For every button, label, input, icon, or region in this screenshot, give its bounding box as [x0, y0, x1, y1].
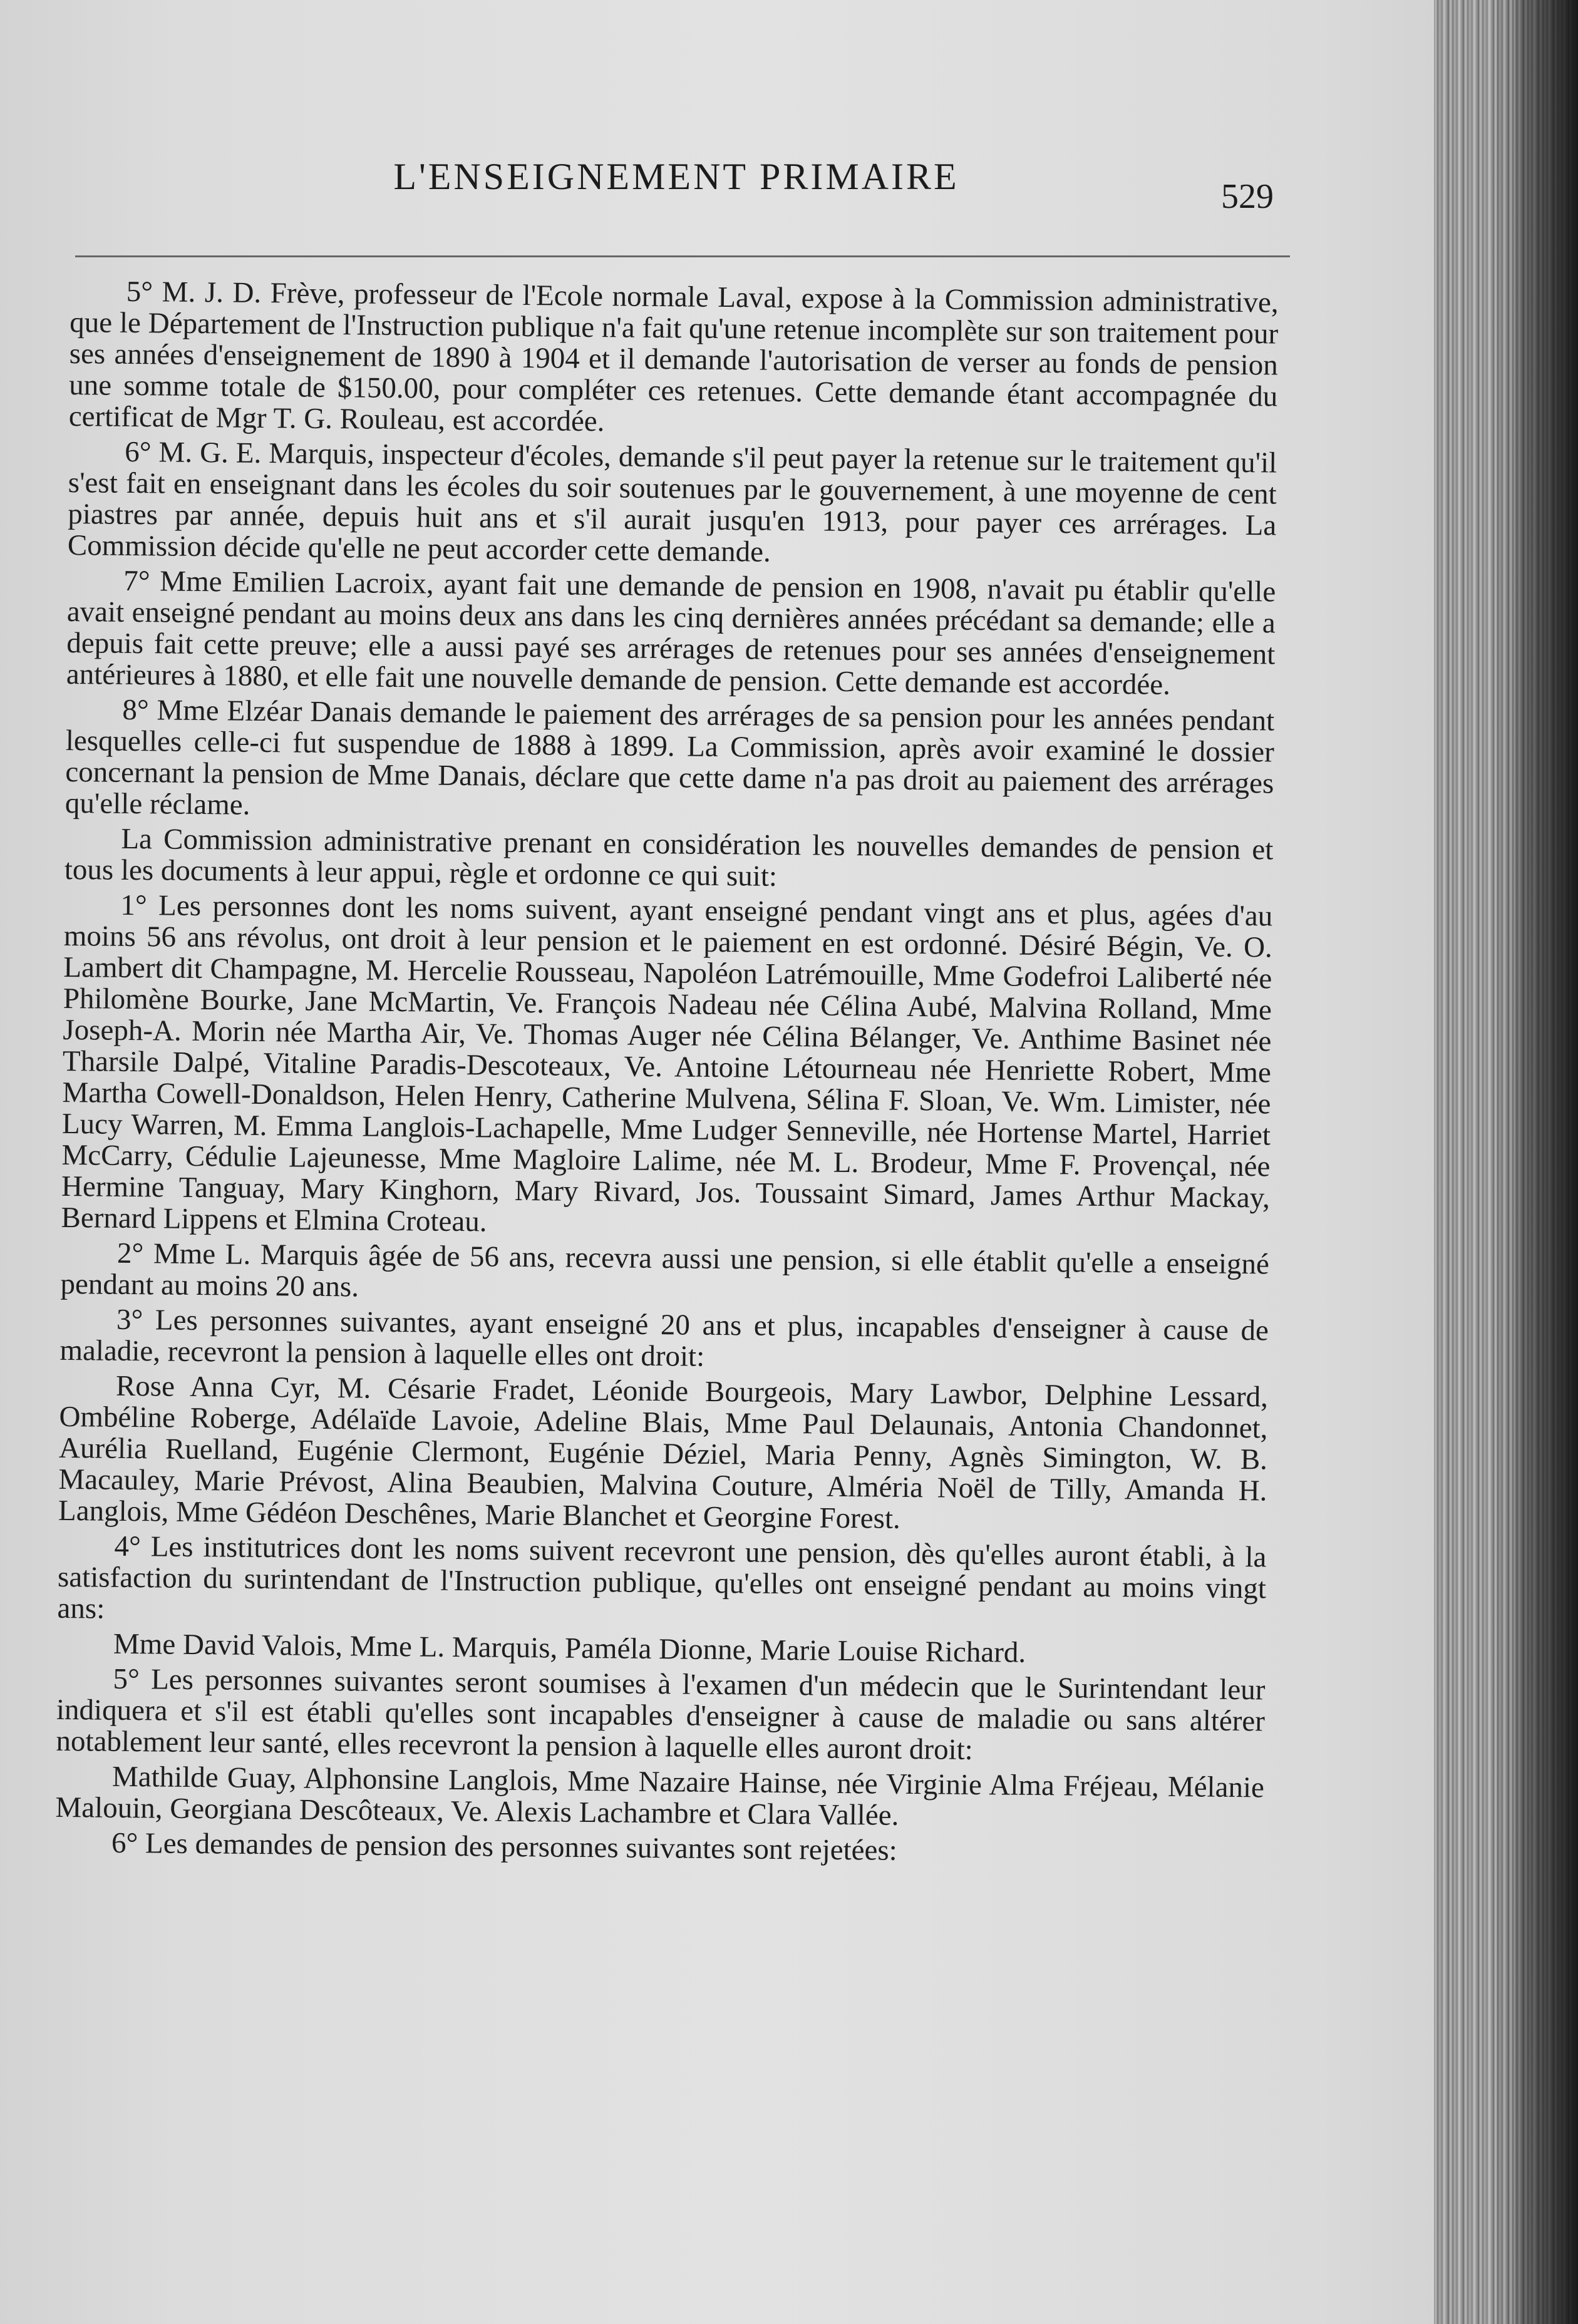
paragraph-item-7: 7° Mme Emilien Lacroix, ayant fait une demande de pension en 1908, n'avait pu établir qu'elle avait enseigné pendant au moins deux ans dans les cinq dernières années précédant sa demande; elle a depuis fait cette preuve; elle a aussi payé ses arrérages de retenues pour ses années d'enseignement antérieures à 1880, et elle fait une nouvelle demande de pension. Cette demande est accordée.	[66, 564, 1276, 701]
paragraph-item-5: 5° M. J. D. Frève, professeur de l'Ecole normale Laval, expose à la Commission administrative, que le Département de l'Instruction publique n'a fait qu'une retenue incomplète sur son traitement pour ses années d'enseignement de 1890 à 1904 et il demande l'autorisation de verser au fonds de pension une somme totale de $150.00, pour compléter ces retenues. Cette demande étant accompagnée du certificat de Mgr T. G. Rouleau, est accordée.	[68, 275, 1279, 438]
header-rule	[75, 255, 1290, 257]
paragraph-rule-2: 2° Mme L. Marquis âgée de 56 ans, recevra aussi une pension, si elle établit qu'elle a enseigné pendant au moins 20 ans.	[60, 1237, 1270, 1303]
paragraph-rule-6: 6° Les demandes de pension des personnes suivantes sont rejetées:	[111, 1826, 898, 1867]
paragraph-item-6: 6° M. G. E. Marquis, inspecteur d'écoles, demande s'il peut payer la retenue sur le traitement qu'il s'est fait en enseignant dans les écoles du soir soutenues par le gouvernement, à une moyenne de cent piastres par année, depuis huit ans et s'il aurait jusqu'en 1913, pour payer ces arrérages. La Commission décide qu'elle ne peut accorder cette demande.	[67, 435, 1277, 568]
page-header	[0, 155, 1497, 216]
running-title: L'ENSEIGNEMENT PRIMAIRE	[393, 156, 959, 197]
paragraph-rule-5: 5° Les personnes suivantes seront soumises à l'examen d'un médecin que le Surintendant leur indiquera et s'il est établi qu'elles sont incapables d'enseigner à cause de maladie ou sans altérer notablement leur santé, elles recevront la pension à laquelle elles auront droit:	[56, 1662, 1266, 1766]
paragraph-rule-4-names: Mme David Valois, Mme L. Marquis, Paméla Dionne, Marie Louise Richard.	[113, 1627, 1026, 1669]
paragraph-commission-ruling: La Commission administrative prenant en considération les nouvelles demandes de pension et tous les documents à leur appui, règle et ordonne ce qui suit:	[64, 822, 1274, 893]
paragraph-rule-4: 4° Les institutrices dont les noms suivent recevront une pension, dès qu'elles auront établi, à la satisfaction du surintendant de l'Instruction publique, qu'elles ont enseigné pendant au moins vingt ans:	[57, 1530, 1267, 1625]
paragraph-rule-1: 1° Les personnes dont les noms suivent, ayant enseigné pendant vingt ans et plus, agées d'au moins 56 ans révolus, ont droit à leur pension et le paiement en est ordonné. Désiré Bégin, Ve. O. Lambert dit Champagne, M. Hercelie Rousseau, Napoléon Latrémouille, Mme Godefroi Laliberté née Philomène Bourke, Jane McMartin, Ve. François Nadeau née Célina Aubé, Malvina Rolland, Mme Joseph-A. Morin née Martha Air, Ve. Thomas Auger née Célina Bélanger, Ve. Anthime Basinet née Tharsile Dalpé, Vitaline Paradis-Descoteaux, Ve. Antoine Létourneau née Henriette Robert, Mme Martha Cowell-Donaldson, Helen Henry, Catherine Mulvena, Sélina F. Sloan, Ve. Wm. Limister, née Lucy Warren, M. Emma Langlois-Lachapelle, Mme Ludger Senneville, née Hortense Martel, Harriet McCarry, Cédulie Lajeunesse, Mme Magloire Lalime, née M. L. Brodeur, Mme F. Provençal, née Hermine Tanguay, Mary Kinghorn, Mary Rivard, Jos. Toussaint Simard, James Arthur Mackay, Bernard Lippens et Elmina Croteau.	[61, 888, 1273, 1238]
paragraph-item-8: 8° Mme Elzéar Danais demande le paiement des arrérages de sa pension pour les années pendant lesquelles celle-ci fut suspendue de 1888 à 1899. La Commission, après avoir examiné le dossier concernant la pension de Mme Danais, déclare que cette dame n'a pas droit au paiement des arrérages qu'elle réclame.	[64, 693, 1275, 821]
paragraph-rule-3: 3° Les personnes suivantes, ayant enseigné 20 ans et plus, incapables d'enseigner à cause de maladie, recevront la pension à laquelle elles ont droit:	[59, 1303, 1269, 1373]
body-text	[51, 275, 1279, 2309]
paragraph-rule-3-names: Rose Anna Cyr, M. Césarie Fradet, Léonide Bourgeois, Mary Lawbor, Delphine Lessard, Ombéline Roberge, Adélaïde Lavoie, Adeline Blais, Mme Paul Delaunais, Antonia Chandonnet, Aurélia Ruelland, Eugénie Clermont, Eugénie Déziel, Maria Penny, Agnès Simington, W. B. Macauley, Marie Prévost, Alina Beaubien, Malvina Couture, Alméria Noël de Tilly, Amanda H. Langlois, Mme Gédéon Deschênes, Marie Blanchet et Georgine Forest.	[58, 1369, 1269, 1535]
page-number: 529	[1221, 177, 1274, 216]
paragraph-rule-5-names: Mathilde Guay, Alphonsine Langlois, Mme Nazaire Hainse, née Virginie Alma Fréjeau, Mélanie Malouin, Georgiana Descôteaux, Ve. Alexis Lachambre et Clara Vallée.	[55, 1760, 1265, 1832]
binding-shadow	[1515, 0, 1578, 2324]
